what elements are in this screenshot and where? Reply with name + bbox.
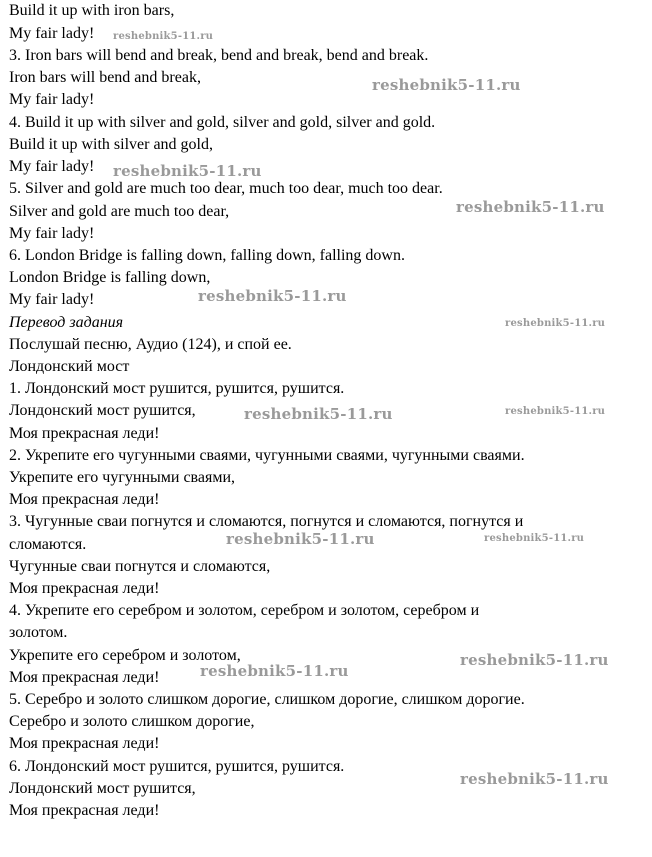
watermark: reshebnik5-11.ru xyxy=(198,287,347,305)
text-line: Моя прекрасная леди! xyxy=(9,425,160,442)
text-line: 4. Укрепите его серебром и золотом, серебром и золотом, серебром и xyxy=(9,602,480,619)
text-line: 3. Чугунные сваи погнутся и сломаются, погнутся и сломаются, погнутся и xyxy=(9,513,524,530)
text-line: 6. London Bridge is falling down, falling down, falling down. xyxy=(9,247,405,264)
text-line: My fair lady! xyxy=(9,25,95,42)
watermark: reshebnik5-11.ru xyxy=(460,770,609,788)
text-line: Послушай песню, Аудио (124), и спой ее. xyxy=(9,336,292,353)
section-heading: Перевод задания xyxy=(9,314,124,331)
text-line: Чугунные сваи погнутся и сломаются, xyxy=(9,558,271,575)
watermark: reshebnik5-11.ru xyxy=(113,162,262,180)
text-line: 5. Серебро и золото слишком дорогие, слишком дорогие, слишком дорогие. xyxy=(9,691,525,708)
text-line: 6. Лондонский мост рушится, рушится, рушится. xyxy=(9,758,345,775)
text-line: 2. Укрепите его чугунными сваями, чугунными сваями, чугунными сваями. xyxy=(9,447,525,464)
text-line: My fair lady! xyxy=(9,291,95,308)
text-line: My fair lady! xyxy=(9,158,95,175)
text-line: Серебро и золото слишком дорогие, xyxy=(9,713,255,730)
text-line: Укрепите его чугунными сваями, xyxy=(9,469,236,486)
text-line: 4. Build it up with silver and gold, silver and gold, silver and gold. xyxy=(9,114,436,131)
text-line: London Bridge is falling down, xyxy=(9,269,211,286)
text-line: сломаются. xyxy=(9,536,87,553)
text-line: Лондонский мост рушится, xyxy=(9,402,196,419)
watermark: reshebnik5-11.ru xyxy=(226,530,375,548)
watermark: reshebnik5-11.ru xyxy=(372,76,521,94)
text-line: Iron bars will bend and break, xyxy=(9,69,201,86)
text-line: Build it up with silver and gold, xyxy=(9,136,213,153)
text-line: Моя прекрасная леди! xyxy=(9,580,160,597)
text-line: Лондонский мост xyxy=(9,358,130,375)
text-line: Лондонский мост рушится, xyxy=(9,780,196,797)
watermark: reshebnik5-11.ru xyxy=(460,651,609,669)
text-line: My fair lady! xyxy=(9,91,95,108)
watermark: reshebnik5-11.ru xyxy=(200,662,349,680)
text-line: Моя прекрасная леди! xyxy=(9,802,160,819)
watermark: reshebnik5-11.ru xyxy=(244,405,393,423)
text-line: Silver and gold are much too dear, xyxy=(9,203,230,220)
text-line: Build it up with iron bars, xyxy=(9,2,175,19)
watermark: reshebnik5-11.ru xyxy=(505,406,606,417)
watermark: reshebnik5-11.ru xyxy=(484,533,585,544)
text-line: Моя прекрасная леди! xyxy=(9,491,160,508)
text-line: Укрепите его серебром и золотом, xyxy=(9,647,241,664)
text-line: 1. Лондонский мост рушится, рушится, рушится. xyxy=(9,380,345,397)
text-line: Моя прекрасная леди! xyxy=(9,735,160,752)
watermark: reshebnik5-11.ru xyxy=(505,318,606,329)
text-line: Моя прекрасная леди! xyxy=(9,669,160,686)
text-line: золотом. xyxy=(9,624,68,641)
text-line: My fair lady! xyxy=(9,225,95,242)
watermark: reshebnik5-11.ru xyxy=(113,31,214,42)
watermark: reshebnik5-11.ru xyxy=(456,198,605,216)
text-line: 3. Iron bars will bend and break, bend and break, bend and break. xyxy=(9,47,429,64)
text-line: 5. Silver and gold are much too dear, much too dear, much too dear. xyxy=(9,180,443,197)
